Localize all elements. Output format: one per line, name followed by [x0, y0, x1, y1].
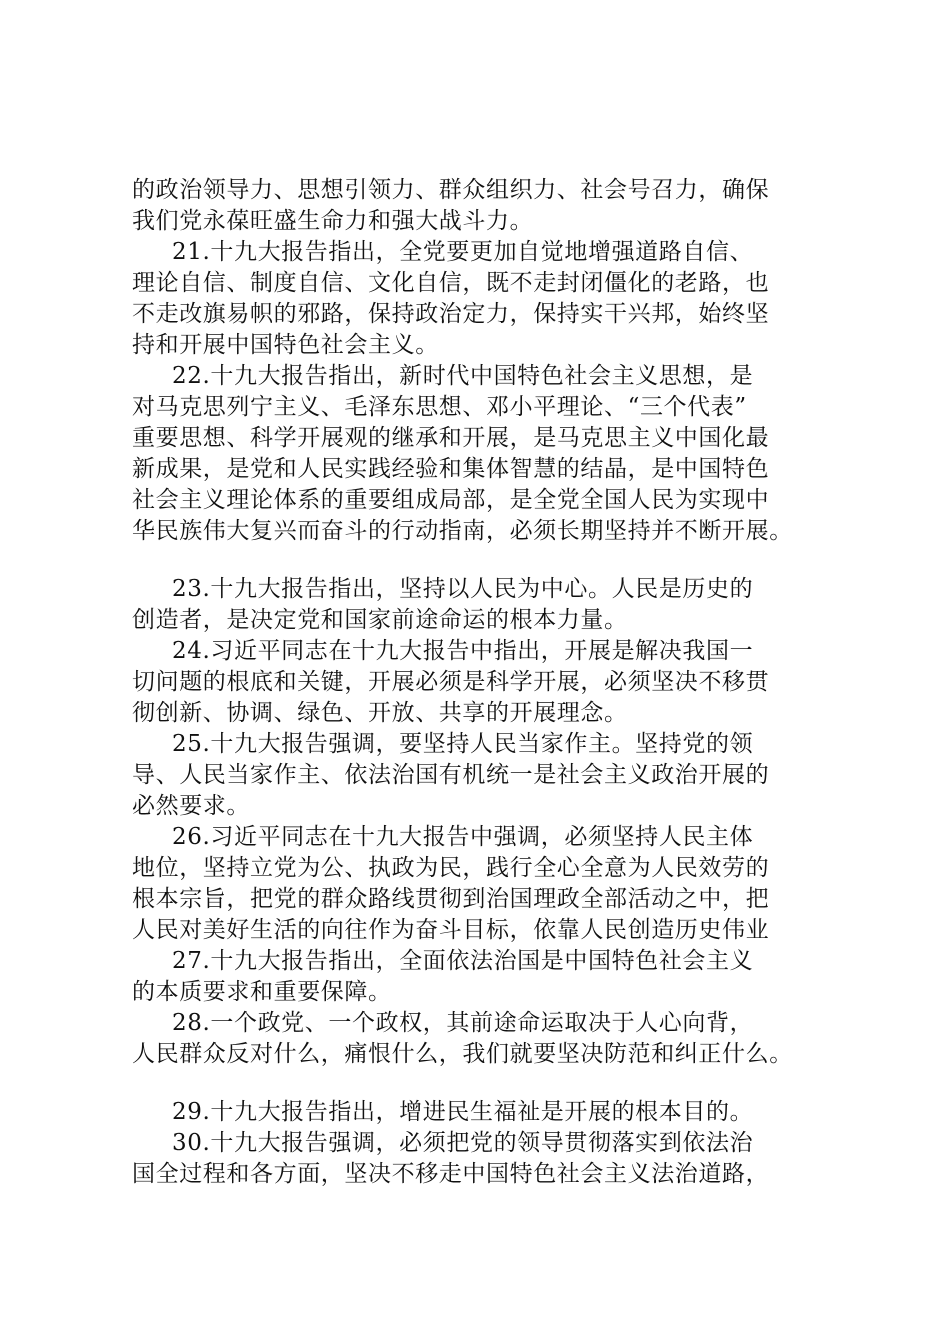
paragraph-24-line: 24.习近平同志在十九大报告中指出，开展是解决我国一	[172, 638, 754, 664]
text-line: 的本质要求和重要保障。	[132, 979, 392, 1005]
paragraph-26-line: 26.习近平同志在十九大报告中强调，必须坚持人民主体	[172, 824, 754, 850]
text-line: 重要思想、科学开展观的继承和开展，是马克思主义中国化最	[132, 425, 770, 451]
text-line: 的政治领导力、思想引领力、群众组织力、社会号召力，确保	[132, 177, 770, 203]
text-line: 根本宗旨，把党的群众路线贯彻到治国理政全部活动之中，把	[132, 886, 770, 912]
paragraph-29-line: 29.十九大报告指出，增进民生福祉是开展的根本目的。	[172, 1099, 754, 1125]
paragraph-22-line: 22.十九大报告指出，新时代中国特色社会主义思想，是	[172, 363, 754, 389]
paragraph-27-line: 27.十九大报告指出，全面依法治国是中国特色社会主义	[172, 948, 754, 974]
text-line: 国全过程和各方面，坚决不移走中国特色社会主义法治道路，	[132, 1161, 770, 1187]
text-line: 华民族伟大复兴而奋斗的行动指南，必须长期坚持并不断开展。	[132, 518, 793, 544]
text-line: 人民对美好生活的向往作为奋斗目标，依靠人民创造历史伟业	[132, 917, 770, 943]
text-line: 社会主义理论体系的重要组成局部，是全党全国人民为实现中	[132, 487, 770, 513]
text-line: 地位，坚持立党为公、执政为民，践行全心全意为人民效劳的	[132, 855, 770, 881]
paragraph-23-line: 23.十九大报告指出，坚持以人民为中心。人民是历史的	[172, 576, 754, 602]
text-line: 必然要求。	[132, 793, 250, 819]
text-line: 对马克思列宁主义、毛泽东思想、邓小平理论、“三个代表”	[132, 394, 747, 420]
text-line: 我们党永葆旺盛生命力和强大战斗力。	[132, 208, 534, 234]
text-line: 不走改旗易帜的邪路，保持政治定力，保持实干兴邦，始终坚	[132, 301, 770, 327]
paragraph-21-line: 21.十九大报告指出，全党要更加自觉地增强道路自信、	[172, 239, 754, 265]
paragraph-28-line: 28.一个政党、一个政权，其前途命运取决于人心向背，	[172, 1010, 754, 1036]
paragraph-30-line: 30.十九大报告强调，必须把党的领导贯彻落实到依法治	[172, 1130, 754, 1156]
text-line: 导、人民当家作主、依法治国有机统一是社会主义政治开展的	[132, 762, 770, 788]
text-line: 切问题的根底和关键，开展必须是科学开展，必须坚决不移贯	[132, 669, 770, 695]
text-line: 创造者，是决定党和国家前途命运的根本力量。	[132, 607, 628, 633]
text-line: 理论自信、制度自信、文化自信，既不走封闭僵化的老路，也	[132, 270, 770, 296]
paragraph-25-line: 25.十九大报告强调，要坚持人民当家作主。坚持党的领	[172, 731, 754, 757]
text-line: 彻创新、协调、绿色、开放、共享的开展理念。	[132, 700, 628, 726]
text-line: 持和开展中国特色社会主义。	[132, 332, 439, 358]
text-line: 新成果，是党和人民实践经验和集体智慧的结晶，是中国特色	[132, 456, 770, 482]
text-line: 人民群众反对什么，痛恨什么，我们就要坚决防范和纠正什么。	[132, 1041, 793, 1067]
